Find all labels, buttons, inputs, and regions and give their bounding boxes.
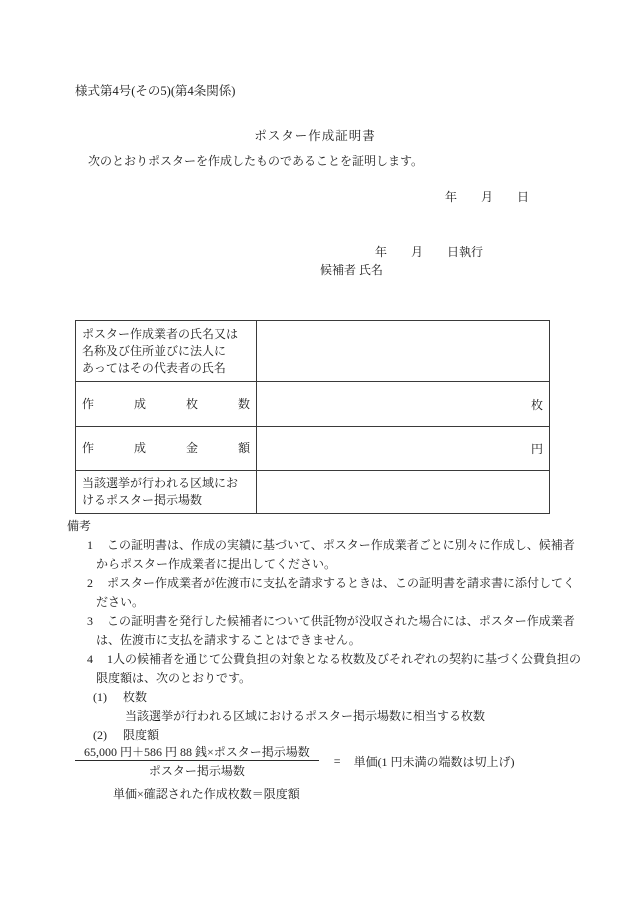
remarks-heading: 備考 [67,519,92,533]
maker-name-label-line: ポスター作成業者の氏名又は [82,326,239,341]
certificate-table [75,320,550,514]
sub-item-label: 枚数 [123,690,148,704]
remark-text: 1人の候補者を通じて公費負担の対象となる枚数及びそれぞれの契約に基づく公費負担の限度額は、次のとおりです。 [96,652,582,685]
display-sites-label-line: 当該選挙が行われる区域にお [82,476,239,490]
table-row [76,427,550,471]
candidate-name-line: 候補者 氏名 [320,263,384,277]
remark-item-3 [75,612,584,650]
document-title: ポスター作成証明書 [254,129,376,143]
form-number: 様式第4号(その5)(第4条関係) [75,84,236,98]
display-sites-value-cell[interactable] [257,471,550,514]
sub-item-1-detail: 当該選挙が行われる区域におけるポスター掲示場数に相当する枚数 [125,709,486,723]
maker-name-label-line: あってはその代表者の氏名 [82,360,226,375]
table-row [76,382,550,427]
table-row [76,321,550,382]
unit-price-formula [75,745,630,778]
amount-unit: 円 [530,442,543,456]
maker-name-value-cell[interactable] [257,321,550,382]
maker-name-label [76,321,257,382]
display-sites-label [76,471,257,514]
remark-text: この証明書を発行した候補者について供託物が没収された場合には、ポスター作成業者は、佐渡市に支払を請求することはできません。 [96,614,575,647]
remark-item-2 [75,574,584,612]
sub-item-1 [93,688,630,707]
amount-value-cell[interactable] [257,427,550,471]
remark-item-1 [75,536,584,574]
sub-item-number: (1) [93,690,107,704]
sub-item-label: 限度額 [123,728,160,742]
remark-item-4 [75,650,584,688]
maker-name-label-line: 名称及び住所並びに法人に [82,343,227,358]
equals-sign: = [333,754,341,768]
certification-statement: 次のとおりポスターを作成したものであることを証明します。 [88,154,424,168]
election-date-line: 年 月 日執行 [375,245,484,259]
formula-denominator: ポスター掲示場数 [148,764,245,778]
poster-count-label: 作成枚数 [76,382,257,427]
formula-fraction [75,745,319,778]
display-sites-label-line: けるポスター掲示場数 [82,493,203,507]
remarks-section [0,517,630,745]
formula-numerator: 65,000 円＋586 円 88 銭×ポスター掲示場数 [75,745,319,761]
poster-count-unit: 枚 [530,397,543,412]
table-row [76,471,550,514]
amount-label: 作成金額 [76,427,257,471]
sub-item-2 [93,726,630,745]
remark-number: 1 [87,538,93,552]
issue-date-line: 年 月 日 [445,190,530,204]
remark-number: 2 [87,576,93,590]
remark-text: ポスター作成業者が佐渡市に支払を請求するときは、この証明書を請求書に添付してください。 [96,576,576,609]
unit-price-note: 単価(1 円未満の端数は切上げ) [353,755,515,769]
remark-text: この証明書は、作成の実績に基づいて、ポスター作成業者ごとに別々に作成し、候補者からポスター作成業者に提出してください。 [96,538,575,571]
limit-amount-formula: 単価×確認された作成枚数＝限度額 [113,787,300,801]
poster-count-value-cell[interactable] [257,382,550,427]
sub-item-number: (2) [93,728,107,742]
remark-number: 4 [87,652,93,666]
remark-number: 3 [87,614,93,628]
